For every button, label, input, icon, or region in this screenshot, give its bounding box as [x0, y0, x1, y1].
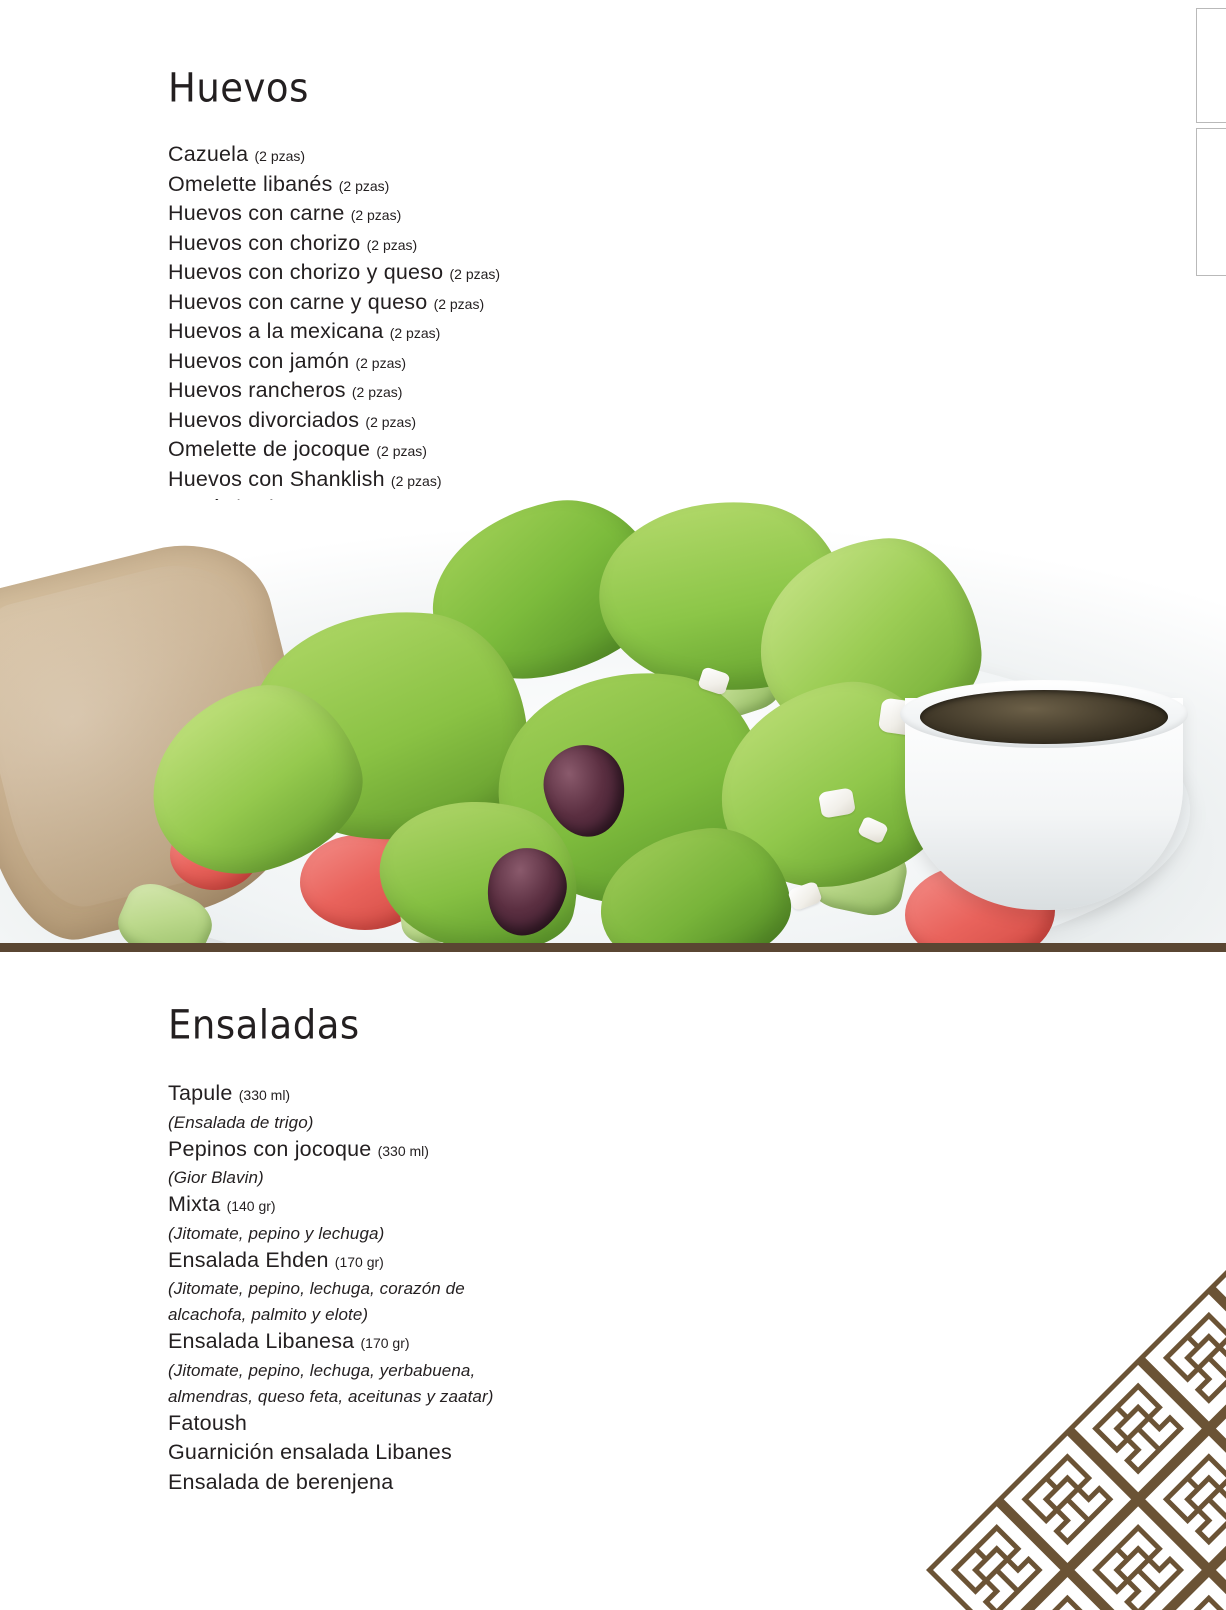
registration-mark-bottom	[1196, 128, 1226, 276]
menu-item-desc: (Jitomate, pepino y lechuga)	[168, 1223, 385, 1243]
menu-item-name: Mixta	[168, 1192, 221, 1216]
menu-item	[168, 1439, 808, 1469]
menu-item-name: Huevos rancheros	[168, 378, 346, 402]
menu-item-qty: (2 pzas)	[390, 472, 442, 489]
menu-item-desc: (Ensalada de trigo)	[168, 1112, 314, 1132]
menu-item-name: Pepinos con jocoque	[168, 1136, 372, 1161]
menu-item-qty: (2 pzas)	[376, 443, 427, 459]
menu-item-name: Huevos divorciados	[168, 407, 360, 432]
section-huevos	[168, 64, 788, 525]
menu-item	[168, 318, 788, 348]
menu-item	[168, 1080, 808, 1136]
menu-item-name: Fatoush	[168, 1410, 248, 1435]
menu-item-name: Huevos con chorizo y queso	[168, 260, 444, 284]
menu-item-qty: (330 ml)	[377, 1142, 429, 1159]
menu-item	[168, 1136, 808, 1192]
menu-item-name: Huevos con jamón	[168, 348, 350, 373]
menu-item-qty: (2 pzas)	[366, 236, 418, 253]
menu-item-desc: (Gior Blavin)	[168, 1168, 264, 1187]
menu-item	[168, 289, 788, 319]
menu-item-qty: (2 pzas)	[338, 177, 390, 194]
menu-item	[168, 1191, 808, 1247]
menu-item-desc: (Jitomate, pepino, lechuga, yerbabuena, almendras, queso feta, aceitunas y zaatar)	[168, 1360, 494, 1406]
menu-item	[168, 1328, 808, 1410]
menu-item-name: Omelette de jocoque	[168, 437, 371, 461]
photo-bottom-rule	[0, 943, 1226, 952]
dressing-liquid	[920, 690, 1168, 744]
menu-item-name: Guarnición ensalada Libanes	[168, 1440, 452, 1464]
menu-item	[168, 348, 788, 378]
menu-item-name: Omelette libanés	[168, 171, 333, 196]
menu-item-name: Ensalada Libanesa	[168, 1329, 355, 1353]
section-title-ensaladas: Ensaladas	[168, 1001, 360, 1048]
menu-item	[168, 436, 788, 466]
menu-item-qty: (170 gr)	[334, 1253, 384, 1270]
menu-item	[168, 230, 788, 260]
menu-item-qty: (2 pzas)	[433, 295, 485, 312]
menu-item-desc: (Jitomate, pepino, lechuga, corazón de alcachofa, palmito y elote)	[168, 1279, 465, 1324]
menu-item-name: Huevos a la mexicana	[168, 319, 384, 343]
menu-item	[168, 407, 788, 437]
menu-list-huevos	[168, 141, 788, 525]
menu-item-name: Huevos con Shanklish	[168, 466, 385, 491]
menu-item	[168, 1247, 808, 1329]
menu-item	[168, 1469, 808, 1499]
menu-item-name: Ensalada de berenjena	[168, 1469, 394, 1494]
menu-item-qty: (2 pzas)	[365, 413, 416, 430]
menu-item-qty: (330 ml)	[238, 1087, 291, 1103]
menu-item-qty: (2 pzas)	[449, 266, 501, 282]
menu-item	[168, 1410, 808, 1440]
menu-item	[168, 171, 788, 201]
section-ensaladas	[168, 1001, 808, 1498]
menu-item-qty: (140 gr)	[226, 1198, 276, 1214]
menu-item	[168, 466, 788, 496]
menu-item-qty: (2 pzas)	[254, 148, 306, 164]
menu-item	[168, 200, 788, 230]
menu-item-name: Huevos con carne y queso	[168, 289, 428, 314]
menu-item-name: Tapule	[168, 1081, 233, 1105]
menu-item-qty: (2 pzas)	[350, 207, 402, 223]
menu-item	[168, 259, 788, 289]
menu-item-qty: (170 gr)	[360, 1335, 410, 1351]
menu-item-qty: (2 pzas)	[389, 325, 441, 341]
menu-item	[168, 377, 788, 407]
menu-item-name: Huevos con carne	[168, 201, 345, 225]
menu-item-qty: (2 pzas)	[351, 384, 403, 400]
menu-list-ensaladas	[168, 1080, 808, 1498]
section-title-huevos: Huevos	[168, 64, 309, 111]
menu-item-qty: (2 pzas)	[355, 354, 407, 371]
menu-item-name: Huevos con chorizo	[168, 230, 361, 255]
registration-mark-top	[1196, 8, 1226, 123]
menu-item-name: Cazuela	[168, 142, 249, 166]
menu-item-name: Ensalada Ehden	[168, 1247, 329, 1272]
salad-photo	[0, 500, 1226, 952]
menu-item	[168, 141, 788, 171]
